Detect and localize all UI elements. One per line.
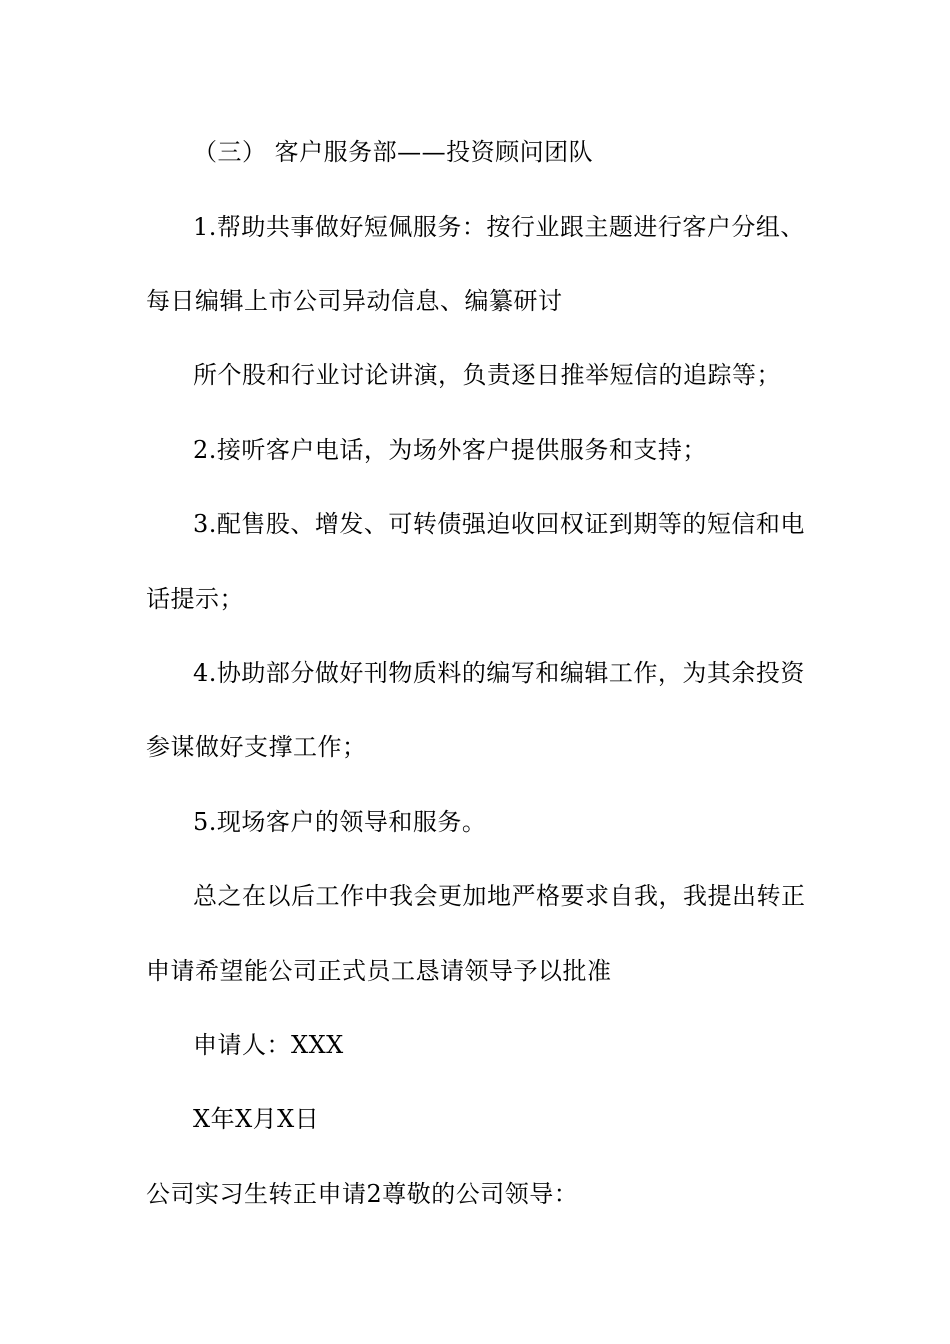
paragraph-line: 5.现场客户的领导和服务。 xyxy=(193,808,487,836)
paragraph-line: 4.协助部分做好刊物质料的编写和编辑工作，为其余投资 xyxy=(193,659,805,687)
paragraph-line: 3.配售股、增发、可转债强迫收回权证到期等的短信和电 xyxy=(193,510,805,538)
paragraph-line: 话提示； xyxy=(146,585,244,613)
paragraph-line: 2.接听客户电话，为场外客户提供服务和支持； xyxy=(193,436,707,464)
paragraph-line: 每日编辑上市公司异动信息、编纂研讨 xyxy=(146,287,563,315)
paragraph-line: 总之在以后工作中我会更加地严格要求自我，我提出转正 xyxy=(193,882,806,910)
next-document-heading: 公司实习生转正申请2尊敬的公司领导： xyxy=(146,1180,579,1208)
applicant-line: 申请人：XXX xyxy=(193,1031,344,1059)
paragraph-line: 1.帮助共事做好短佩服务：按行业跟主题进行客户分组、 xyxy=(193,213,805,241)
paragraph-line: 申请希望能公司正式员工恳请领导予以批准 xyxy=(146,957,612,985)
date-line: X年X月X日 xyxy=(193,1105,320,1133)
paragraph-line: 参谋做好支撑工作； xyxy=(146,733,367,761)
paragraph-line: 所个股和行业讨论讲演，负责逐日推举短信的追踪等； xyxy=(193,361,781,389)
section-heading: （三） 客户服务部——投资顾问团队 xyxy=(193,138,594,166)
